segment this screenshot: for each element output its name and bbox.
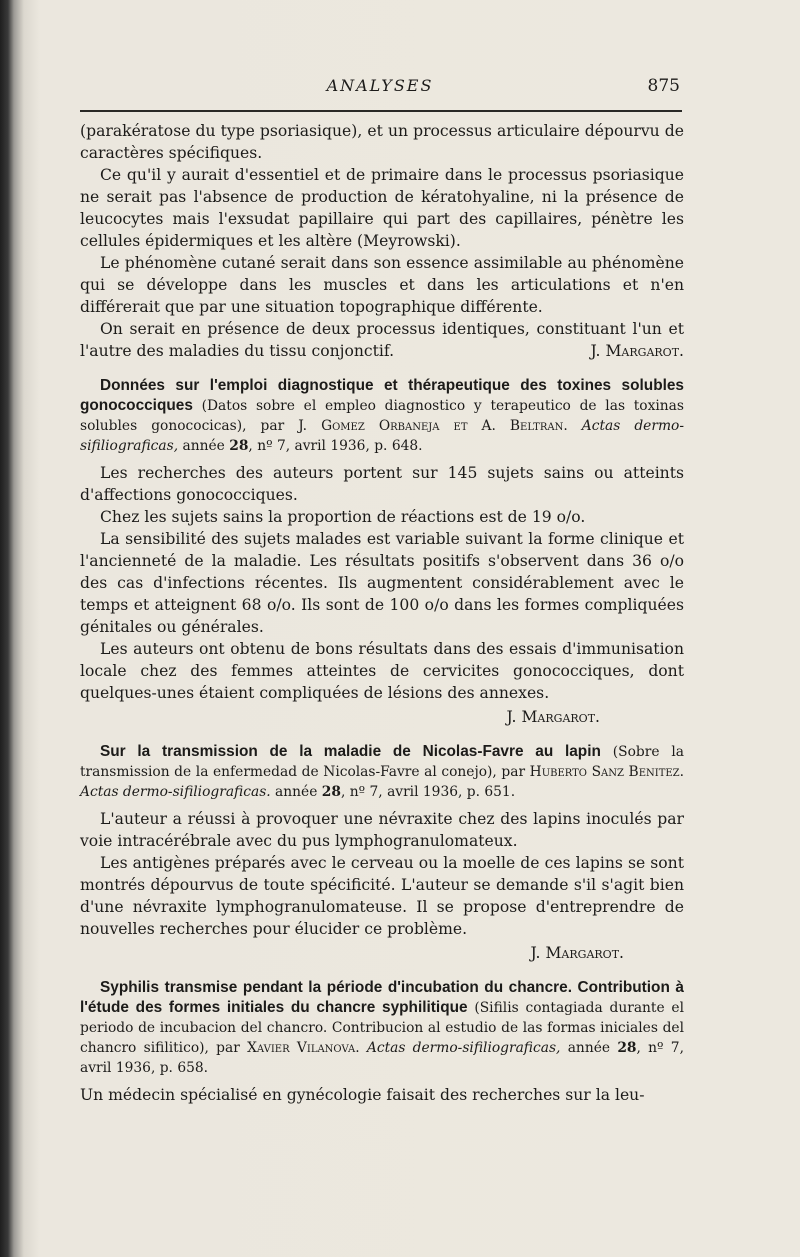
article-journal: Actas dermo-sifiliograficas,: [80, 418, 684, 454]
signature: J. Margarot.: [590, 342, 684, 360]
article-title: Sur la transmission de la maladie de Nicolas-Favre au lapin: [100, 743, 601, 760]
article-heading: [80, 376, 684, 456]
article-gonococcal-toxins: [80, 376, 684, 728]
article-year: année: [270, 784, 322, 800]
article-volume: 28: [617, 1040, 637, 1056]
paragraph: Chez les sujets sains la proportion de réactions est de 19 o/o.: [100, 508, 586, 526]
article-volume: 28: [321, 784, 341, 800]
signature: J. Margarot.: [530, 944, 624, 962]
article-heading: [80, 742, 684, 802]
paragraph: La sensibilité des sujets malades est variable suivant la forme clinique et l'ancienneté de la maladie. Les résultats positifs s'observent dans 36 o/o des cas d'infections récentes. Ils augmentent considérablement avec le temps et atteignent 68 o/o. Ils sont de 100 o/o dans les formes compliquées génitales ou générales.: [80, 530, 684, 636]
paragraph: Le phénomène cutané serait dans son essence assimilable au phénomène qui se développe dans les muscles et dans les articulations et n'en différerait que par une situation topographique différente.: [80, 254, 684, 316]
article-meta: (Sobre la transmission de la enfermedad de Nicolas-Favre al conejo), par: [80, 744, 684, 780]
page-header: [80, 76, 680, 102]
article-authors: Huberto Sanz Benitez.: [529, 764, 685, 780]
article-title: Syphilis transmise pendant la période d'incubation du chancre. Contribution à l'étude des formes initiales du chancre syphilitique: [80, 979, 684, 1016]
article-nicolas-favre: [80, 742, 684, 964]
page-number: 875: [647, 76, 680, 96]
paragraph: L'auteur a réussi à provoquer une névraxite chez des lapins inoculés par voie intracérébrale avec du pus lymphogranulomateux.: [80, 810, 684, 850]
paragraph: [80, 318, 684, 362]
article-year: année: [178, 438, 230, 454]
article-year: année: [560, 1040, 618, 1056]
paragraph: Ce qu'il y aurait d'essentiel et de primaire dans le processus psoriasique ne serait pas l'absence de production de kératohyaline, ni la présence de leucocytes mais l'exsudat papillaire qui part des capillaires, pénètre les cellules épidermiques et les altère (Meyrowski).: [80, 166, 684, 250]
signature: J. Margarot.: [506, 708, 600, 726]
paragraph: Un médecin spécialisé en gynécologie faisait des recherches sur la leu-: [80, 1086, 645, 1104]
article-authors: Xavier Vilanova.: [247, 1040, 360, 1056]
header-rule: [80, 110, 682, 112]
article-syphilis-incubation: [80, 978, 684, 1106]
paragraph-text: On serait en présence de deux processus identiques, constituant l'un et l'autre des maladies du tissu conjonctif.: [80, 320, 684, 360]
running-title: ANALYSES: [326, 76, 434, 95]
article-journal: Actas dermo-sifiliograficas.: [80, 784, 271, 800]
paragraph: (parakératose du type psoriasique), et un processus articulaire dépourvu de caractères spécifiques.: [80, 122, 684, 162]
page-body: [80, 120, 684, 1106]
article-volume: 28: [229, 438, 249, 454]
article-issue: , nº 7, avril 1936, p. 658.: [80, 1040, 684, 1076]
paragraph: Les recherches des auteurs portent sur 145 sujets sains ou atteints d'affections gonococciques.: [80, 464, 684, 504]
article-meta: (Sifilis contagiada durante el periodo de incubacion del chancro. Contribucion al estudio de las formas iniciales del chancro sifilitico), par: [80, 1000, 685, 1056]
article-meta: (Datos sobre el empleo diagnostico y terapeutico de las toxinas solubles gonococicas), par: [80, 398, 684, 434]
article-title: Données sur l'emploi diagnostique et thérapeutique des toxines solubles gonococciques: [80, 377, 684, 414]
paragraph: Les auteurs ont obtenu de bons résultats dans des essais d'immunisation locale chez des femmes atteintes de cervicites gonococciques, dont quelques-unes étaient compliquées de lésions des annexes.: [80, 640, 684, 702]
article-heading: [80, 978, 684, 1078]
article-issue: , nº 7, avril 1936, p. 651.: [340, 784, 516, 800]
article-journal: Actas dermo-sifiliograficas,: [359, 1040, 561, 1056]
article-authors: J. Gomez Orbaneja et A. Beltran.: [298, 418, 568, 434]
article-issue: , nº 7, avril 1936, p. 648.: [248, 438, 423, 454]
paragraph: Les antigènes préparés avec le cerveau ou la moelle de ces lapins se sont montrés dépourvus de toute spécificité. L'auteur se demande s'il s'agit bien d'une névraxite lymphogranulomateuse. Il se propose d'entreprendre de nouvelles recherches pour élucider ce problème.: [80, 854, 684, 938]
